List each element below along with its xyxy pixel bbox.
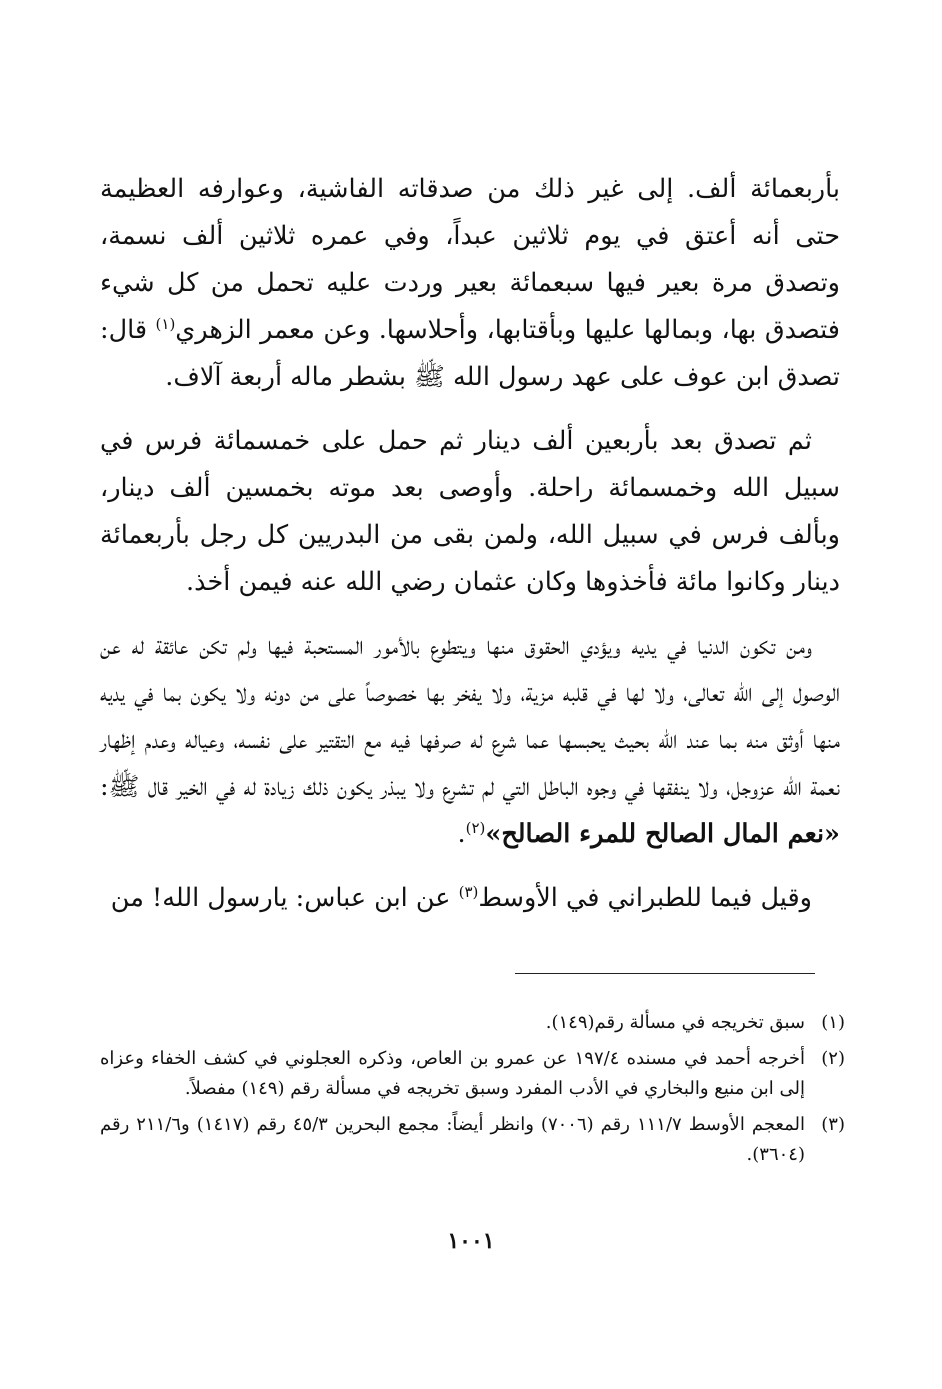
footnote-ref-1: (١) [155, 315, 176, 333]
footnote-number: (٢) [821, 1048, 845, 1069]
paragraph-4-text-a: وقيل فيما للطبراني في الأوسط [478, 883, 812, 913]
hadith-quote: «نعم المال الصالح للمرء الصالح» [485, 819, 840, 849]
footnote-separator [515, 973, 815, 974]
paragraph-3-text-a: ومن تكون الدنيا في يديه ويؤدي الحقوق منها ويتطوع بالأمور المستحبة فيها ولم تكن عائقة له عن الوصول إلى الله تعالى، ولا لها في قلبه مزية، ولا يفخر بها خصوصاً على من دونه ولا يكون بما في يديه منها أوثق منه بما عند الله بحيث يحبسها عما شرع له صرفها فيه مع التقتير على نفسه، وعياله وعدم إظهار نعمة الله عزوجل، ولا ينفقها في وجوه الباطل التي لم تشرع ولا يبذر يكون ذلك زيادة له في الخير قال ﷺ: [100, 631, 840, 802]
paragraph-3-end: . [457, 819, 466, 849]
paragraph-2: ثم تصدق بعد بأربعين ألف دينار ثم حمل على خمسمائة فرس في سبيل الله وخمسمائة راحلة. وأوصى بعد موته بخمسين ألف دينار، وبألف فرس في سبيل الله، ولمن بقى من البدريين كل رجل بأربعمائة دينار وكانوا مائة فأخذوها وكان عثمان رضي الله عنه فيمن أخذ. [100, 426, 840, 597]
footnote-2 [100, 1044, 845, 1104]
paragraph-1-text-b: قال: تصدق ابن عوف على عهد رسول الله ﷺ بشطر ماله أربعة آلاف. [100, 315, 840, 392]
paragraph-4-text-b: عن ابن عباس: يارسول الله! من [110, 883, 459, 913]
footnote-1 [100, 1008, 845, 1038]
footnote-ref-3: (٣) [458, 883, 479, 901]
footnote-number: (١) [821, 1012, 845, 1033]
footnote-text: سبق تخريجه في مسألة رقم(١٤٩). [545, 1012, 805, 1033]
paragraph-1-text-a: بأربعمائة ألف. إلى غير ذلك من صدقاته الفاشية، وعوارفه العظيمة حتى أنه أعتق في يوم ثلاثين عبداً، وفي عمره ثلاثين ألف نسمة، وتصدق مرة بعير فيها سبعمائة بعير وردت عليه تحمل من كل شيء فتصدق بها، وبمالها عليها وبأقتابها، وأحلاسها. وعن معمر الزهري [100, 174, 840, 345]
footnotes [100, 1008, 845, 1176]
footnote-number: (٣) [821, 1114, 845, 1135]
footnote-3 [100, 1110, 845, 1170]
footnote-ref-2: (٢) [465, 819, 486, 837]
footnote-text: أخرجه أحمد في مسنده ١٩٧/٤ عن عمرو بن العاص، وذكره العجلوني في كشف الخفاء وعزاه إلى ابن منيع والبخاري في الأدب المفرد وسبق تخريجه في مسألة رقم (١٤٩) مفصلاً. [100, 1048, 805, 1099]
footnote-text: المعجم الأوسط ١١١/٧ رقم (٧٠٠٦) وانظر أيضاً: مجمع البحرين ٤٥/٣ رقم (١٤١٧) و٢١١/٦ رقم (٣٦٠٤). [100, 1114, 806, 1165]
page-number: ١٠٠١ [447, 1228, 495, 1254]
paragraph-1 [100, 166, 840, 401]
main-text [100, 166, 840, 922]
paragraph-3 [100, 623, 840, 858]
paragraph-4 [100, 875, 840, 922]
